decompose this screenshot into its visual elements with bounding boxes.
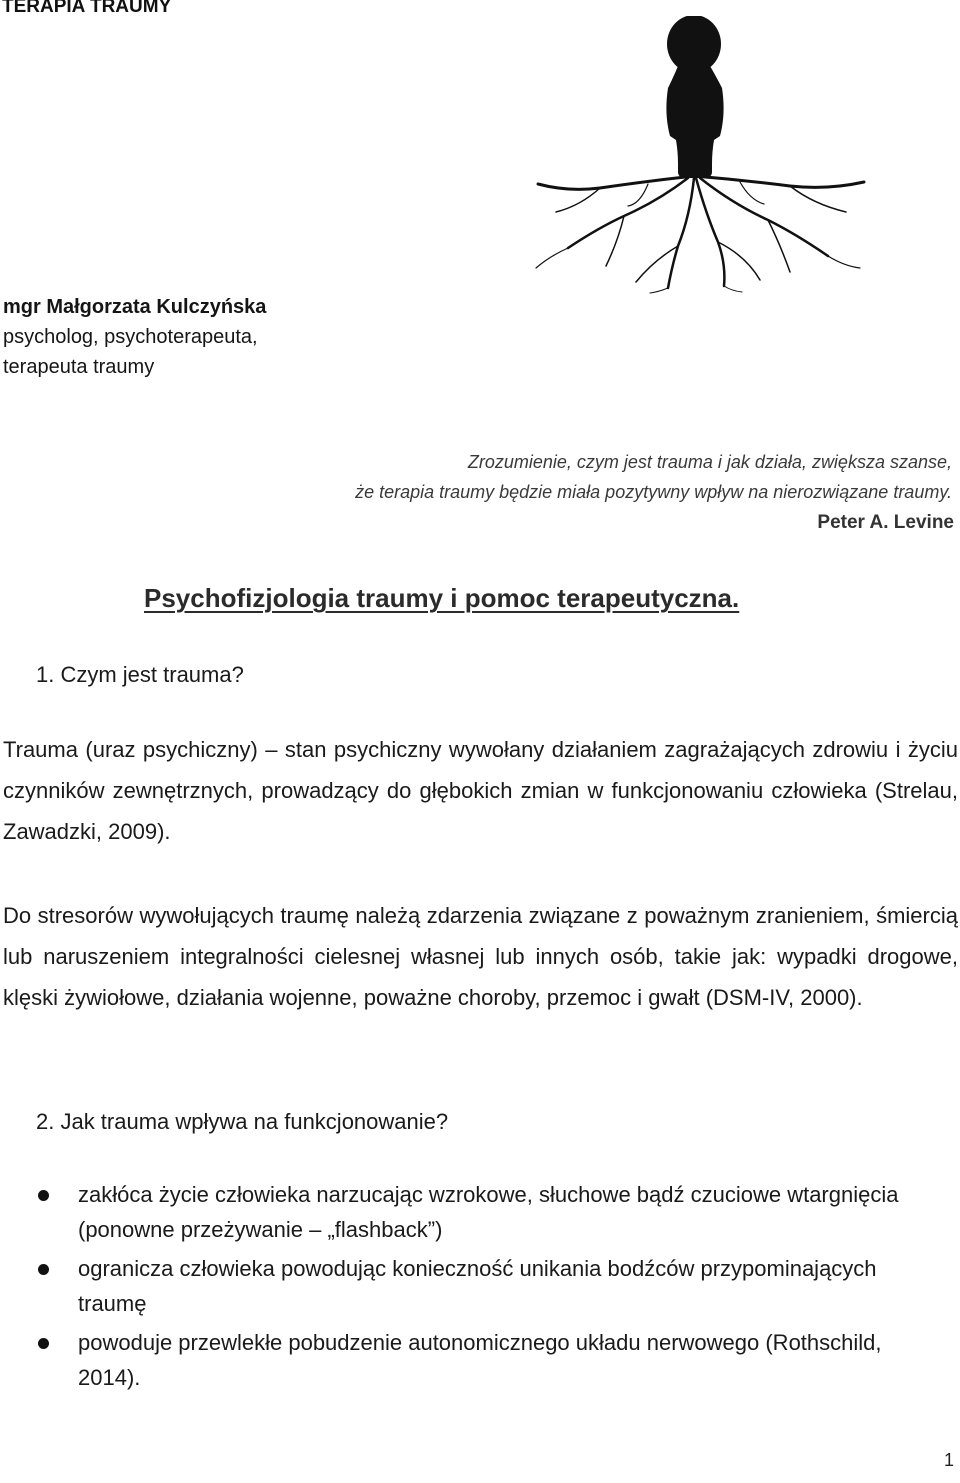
child-silhouette xyxy=(666,16,723,178)
page-number: 1 xyxy=(943,1450,954,1470)
section-1-heading: 1. Czym jest trauma? xyxy=(36,662,244,687)
epigraph-line-1: Zrozumienie, czym jest trauma i jak działa, zwiększa szanse, xyxy=(467,452,952,472)
bullet-icon xyxy=(38,1190,49,1201)
list-item xyxy=(0,1177,938,1247)
roots xyxy=(536,176,864,293)
epigraph-author: Peter A. Levine xyxy=(817,512,954,533)
child-roots-illustration xyxy=(528,16,873,294)
trauma-definition-paragraph: Trauma (uraz psychiczny) – stan psychiczny wywołany działaniem zagrażających zdrowiu i życiu czynników zewnętrznych, prowadzący do głębokich zmian w funkcjonowaniu człowieka (Strelau, Zawadzki, 2009). xyxy=(3,737,958,844)
author-name: mgr Małgorzata Kulczyńska xyxy=(3,296,267,318)
main-heading: Psychofizjologia traumy i pomoc terapeutyczna. xyxy=(144,583,740,613)
list-item-text: zakłóca życie człowieka narzucając wzrokowe, słuchowe bądź czuciowe wtargnięcia (ponowne przeżywanie – „flashback”) xyxy=(78,1182,899,1242)
author-profession: psycholog, psychoterapeuta, xyxy=(3,326,258,348)
list-item xyxy=(0,1325,938,1395)
stressors-paragraph: Do stresorów wywołujących traumę należą zdarzenia związane z poważnym zranieniem, śmiercią lub naruszeniem integralności cielesnej własnej lub innych osób, takie jak: wypadki drogowe, klęski żywiołowe, działania wojenne, poważne choroby, przemoc i gwałt (DSM-IV, 2000). xyxy=(3,903,958,1010)
author-specialty: terapeuta traumy xyxy=(3,356,155,378)
bullet-icon xyxy=(38,1264,49,1275)
section-2-heading: 2. Jak trauma wpływa na funkcjonowanie? xyxy=(36,1109,449,1134)
bullet-icon xyxy=(38,1338,49,1349)
list-item-text: ogranicza człowieka powodując konieczność unikania bodźców przypominających traumę xyxy=(78,1256,877,1316)
effects-list xyxy=(0,1177,960,1395)
list-item xyxy=(0,1251,938,1321)
document-title: TERAPIA TRAUMY xyxy=(2,0,172,17)
epigraph-line-2: że terapia traumy będzie miała pozytywny wpływ na nierozwiązane traumy. xyxy=(355,482,952,502)
list-item-text: powoduje przewlekłe pobudzenie autonomicznego układu nerwowego (Rothschild, 2014). xyxy=(78,1330,882,1390)
